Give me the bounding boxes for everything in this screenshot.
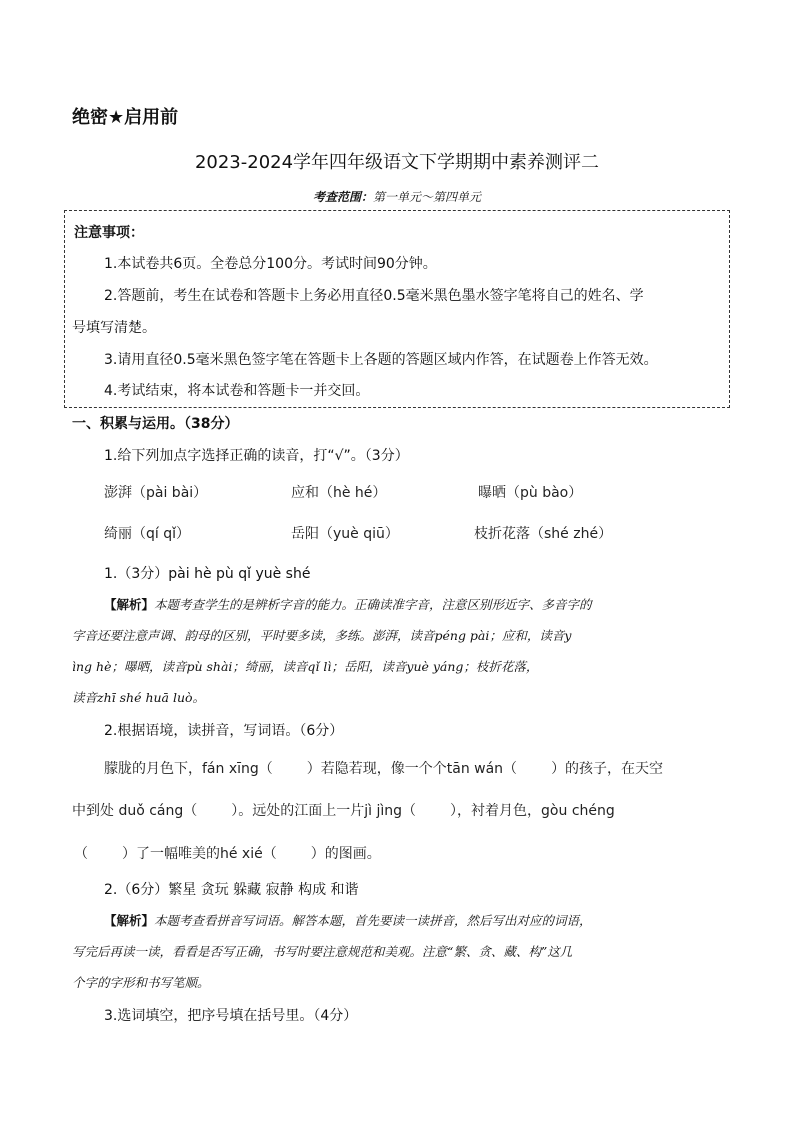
q1-option-5: 岳阳（yuè qiū） bbox=[291, 526, 399, 542]
notice-item-1: 1.本试卷共6页。全卷总分100分。考试时间90分钟。 bbox=[104, 256, 437, 272]
q2-seg: （ bbox=[74, 846, 88, 862]
q2-line-3 bbox=[74, 843, 381, 863]
notice-box bbox=[64, 210, 730, 408]
q1-analysis-line-2: 字音还要注意声调、韵母的区别，平时要多读，多练。澎湃，读音péng pài；应和，读音y bbox=[72, 628, 572, 643]
notice-item-3: 3.请用直径0.5毫米黑色签字笔在答题卡上各题的答题区域内作答，在试题卷上作答无效。 bbox=[104, 352, 658, 368]
q1-analysis-line-3: ìng hè；曝晒，读音pù shài；绮丽，读音qǐ lì；岳阳，读音yuè yáng；枝折花落， bbox=[72, 659, 539, 674]
q2-analysis-line-2: 写完后再读一读，看看是否写正确，书写时要注意规范和美观。注意“繁、贪、藏、构”这几 bbox=[72, 944, 573, 959]
q2-seg: ）。远处的江面上一片jì jìng（ bbox=[231, 803, 417, 819]
q2-line-1 bbox=[104, 758, 663, 778]
exam-scope bbox=[0, 188, 794, 205]
q1-option-2: 应和（hè hé） bbox=[291, 485, 387, 501]
q3-prompt: 3.选词填空，把序号填在括号里。（4分） bbox=[104, 1008, 358, 1024]
q2-analysis-line-1 bbox=[104, 911, 592, 929]
notice-item-2: 2.答题前，考生在试卷和答题卡上务必用直径0.5毫米黑色墨水签字笔将自己的姓名、学 bbox=[104, 288, 644, 304]
scope-value: 第一单元～第四单元 bbox=[373, 190, 482, 204]
q1-analysis-tag: 【解析】 bbox=[104, 597, 155, 612]
scope-label: 考查范围： bbox=[312, 190, 373, 204]
q2-answer: 2.（6分）繁星 贪玩 躲藏 寂静 构成 和谐 bbox=[104, 882, 359, 898]
q1-option-3: 曝晒（pù bào） bbox=[478, 485, 583, 501]
q2-analysis-line-3: 个字的字形和书写笔顺。 bbox=[72, 975, 210, 990]
q1-answer: 1.（3分）pài hè pù qǐ yuè shé bbox=[104, 566, 311, 582]
q1-option-6: 枝折花落（shé zhé） bbox=[474, 526, 613, 542]
notice-title: 注意事项： bbox=[74, 225, 144, 241]
q2-line-2 bbox=[72, 800, 615, 820]
notice-item-4: 4.考试结束，将本试卷和答题卡一并交回。 bbox=[104, 383, 370, 399]
notice-item-2-cont: 号填写清楚。 bbox=[72, 320, 156, 336]
q2-seg: ），衬着月色，gòu chéng bbox=[450, 803, 615, 819]
q2-seg: ）了一幅唯美的hé xié（ bbox=[122, 846, 277, 862]
exam-title: 2023-2024学年四年级语文下学期期中素养测评二 bbox=[194, 152, 600, 173]
q2-prompt: 2.根据语境，读拼音，写词语。（6分） bbox=[104, 723, 344, 739]
q2-analysis-tag: 【解析】 bbox=[104, 913, 155, 928]
q2-analysis-text: 本题考查看拼音写词语。解答本题，首先要读一读拼音，然后写出对应的词语， bbox=[154, 913, 592, 928]
q2-seg: ）若隐若现，像一个个tān wán（ bbox=[306, 761, 518, 777]
q2-seg: 中到处 duǒ cáng（ bbox=[72, 803, 198, 819]
q1-analysis-line-1 bbox=[104, 595, 592, 613]
q2-seg: 朦胧的月色下，fán xīng（ bbox=[104, 761, 273, 777]
q2-seg: ）的图画。 bbox=[310, 846, 381, 862]
q1-option-4: 绮丽（qí qǐ） bbox=[104, 526, 191, 542]
q1-prompt: 1.给下列加点字选择正确的读音，打“√”。（3分） bbox=[104, 448, 409, 464]
q2-seg: ）的孩子，在天空 bbox=[551, 761, 664, 777]
q1-analysis-line-4: 读音zhī shé huā luò。 bbox=[72, 690, 206, 705]
q1-option-1: 澎湃（pài bài） bbox=[104, 485, 208, 501]
confidential-label: 绝密★启用前 bbox=[72, 107, 179, 128]
q1-analysis-text: 本题考查学生的是辨析字音的能力。正确读准字音，注意区别形近字、多音字的 bbox=[154, 597, 592, 612]
section-1-title: 一、积累与运用。（38分） bbox=[72, 416, 239, 432]
